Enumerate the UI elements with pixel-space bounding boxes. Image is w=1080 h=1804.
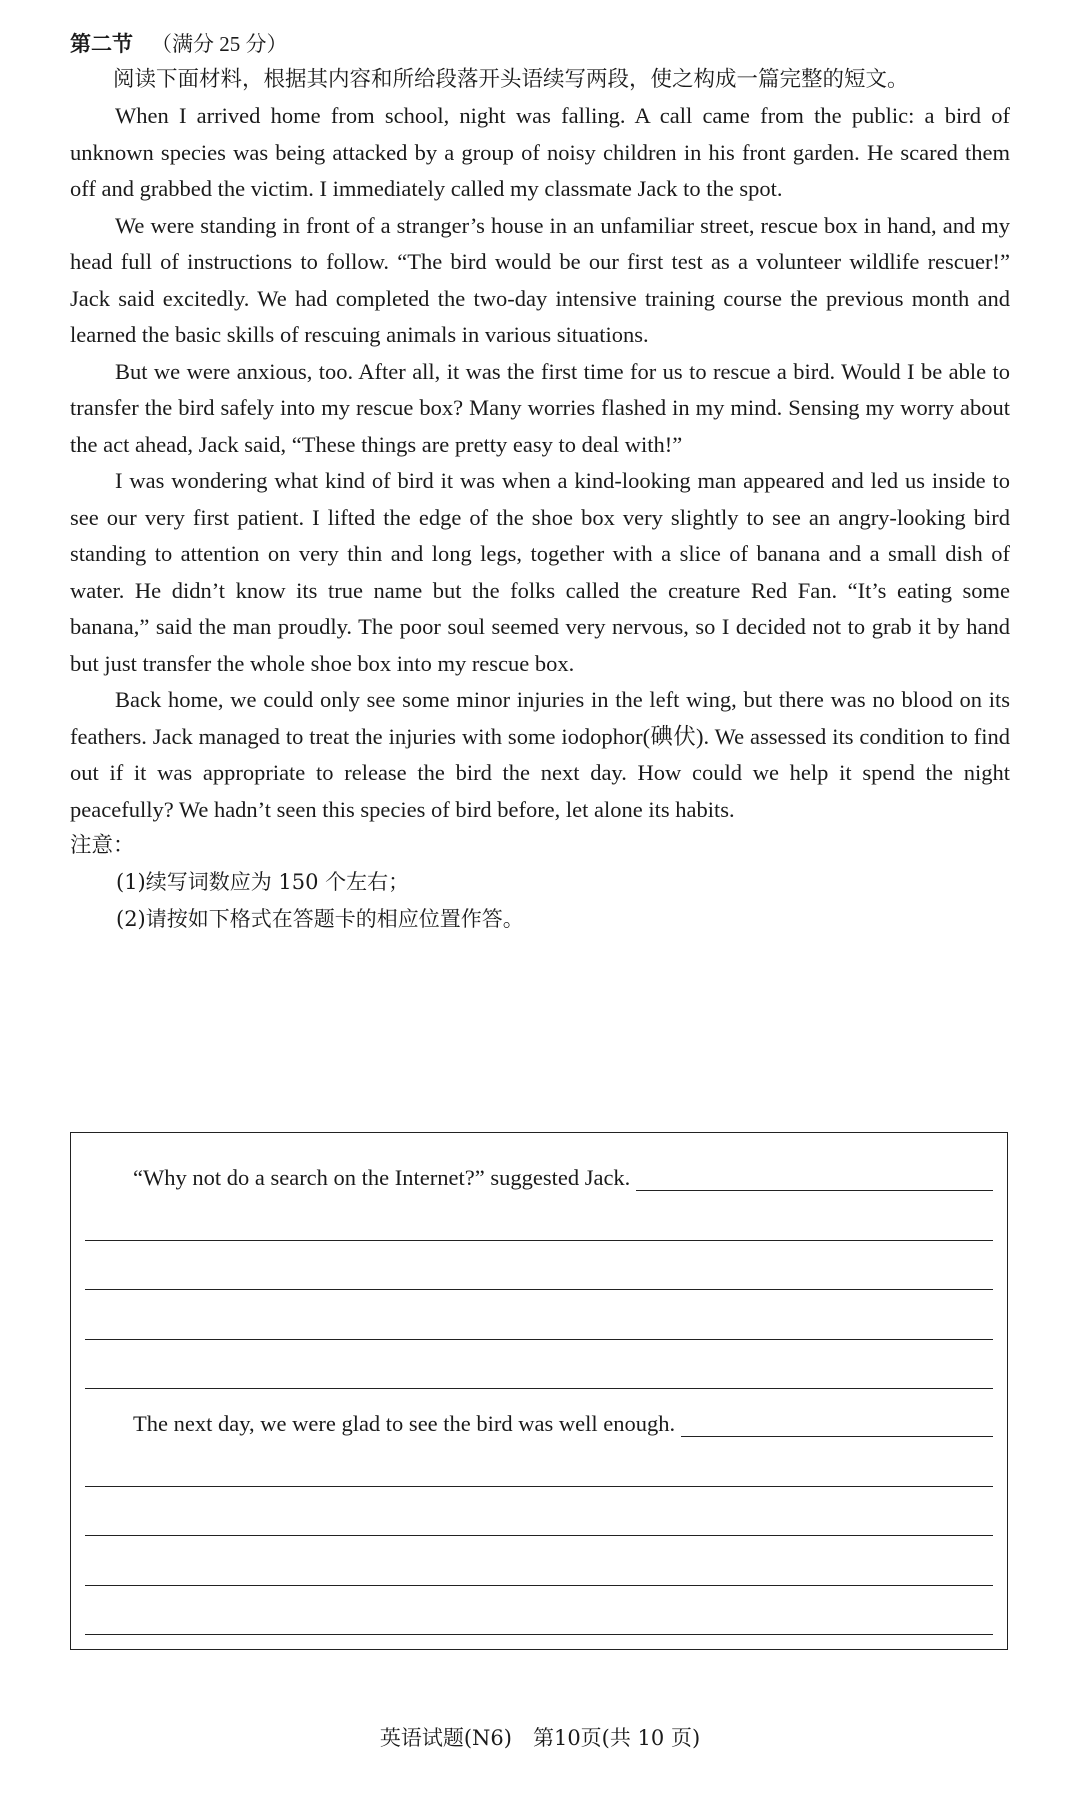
- story-paragraph-2: We were standing in front of a stranger’s house in an unfamiliar street, rescue box in hand, and my head full of instructions to follow. “The bird would be our first test as a volunteer wildlife rescuer!” Jack said excitedly. We had completed the two-day intensive training course the previous month and learned the basic skills of rescuing animals in various situations.: [70, 212, 1010, 347]
- note-item-1: (1)续写词数应为 150 个左右；: [116, 870, 410, 894]
- answer-blank[interactable]: [636, 1160, 993, 1191]
- answer-line[interactable]: [85, 1536, 993, 1586]
- page-footer: 英语试题(N6) 第10页(共 10 页): [379, 1726, 701, 1750]
- section-title: 第二节: [70, 32, 133, 56]
- section-header: [70, 26, 1010, 62]
- answer-section-2: [85, 1397, 993, 1635]
- answer-line[interactable]: [85, 1191, 993, 1241]
- continuation-prompt-2: [85, 1397, 993, 1437]
- answer-line[interactable]: [85, 1340, 993, 1390]
- answer-box: [70, 1132, 1008, 1650]
- answer-line[interactable]: [85, 1487, 993, 1537]
- answer-section-1: [85, 1151, 993, 1389]
- continuation-prompt-1: [85, 1151, 993, 1191]
- answer-line[interactable]: [85, 1290, 993, 1340]
- exam-page: [70, 26, 1010, 938]
- answer-line[interactable]: [85, 1241, 993, 1291]
- prompt-text-2: The next day, we were glad to see the bird was well enough.: [133, 1411, 676, 1436]
- section-score: （满分 25 分）: [151, 32, 288, 56]
- task-instruction: 阅读下面材料，根据其内容和所给段落开头语续写两段，使之构成一篇完整的短文。: [113, 67, 909, 92]
- note-item-2: (2)请按如下格式在答题卡的相应位置作答。: [116, 907, 524, 931]
- notes-title: 注意：: [70, 833, 135, 858]
- answer-blank[interactable]: [681, 1406, 993, 1437]
- story-paragraph-3: But we were anxious, too. After all, it was the first time for us to rescue a bird. Would I be able to transfer the bird safely into my rescue box? Many worries flashed in my mind. Sensing my worry about the act ahead, Jack said, “These things are pretty easy to deal with!”: [70, 358, 1010, 457]
- story-paragraph-4: I was wondering what kind of bird it was when a kind-looking man appeared and led us inside to see our very first patient. I lifted the edge of the shoe box very slightly to see an angry-looking bird standing to attention on very thin and long legs, together with a slice of banana and a small dish of water. He didn’t know its true name but the folks called the creature Red Fan. “It’s eating some banana,” said the man proudly. The poor soul seemed very nervous, so I decided not to grab it by hand but just transfer the whole shoe box into my rescue box.: [70, 468, 1010, 676]
- story-paragraph-5: Back home, we could only see some minor injuries in the left wing, but there was no blood on its feathers. Jack managed to treat the injuries with some iodophor(碘伏). We assessed its condition to find out if it was appropriate to release the bird the next day. How could we help it spend the night peacefully? We hadn’t seen this species of bird before, let alone its habits.: [70, 687, 1010, 822]
- story-paragraph-1: When I arrived home from school, night was falling. A call came from the public: a bird of unknown species was being attacked by a group of noisy children in his front garden. He scared them off and grabbed the victim. I immediately called my classmate Jack to the spot.: [70, 103, 1010, 201]
- answer-line[interactable]: [85, 1437, 993, 1487]
- prompt-text-1: “Why not do a search on the Internet?” suggested Jack.: [133, 1165, 631, 1190]
- answer-line[interactable]: [85, 1586, 993, 1636]
